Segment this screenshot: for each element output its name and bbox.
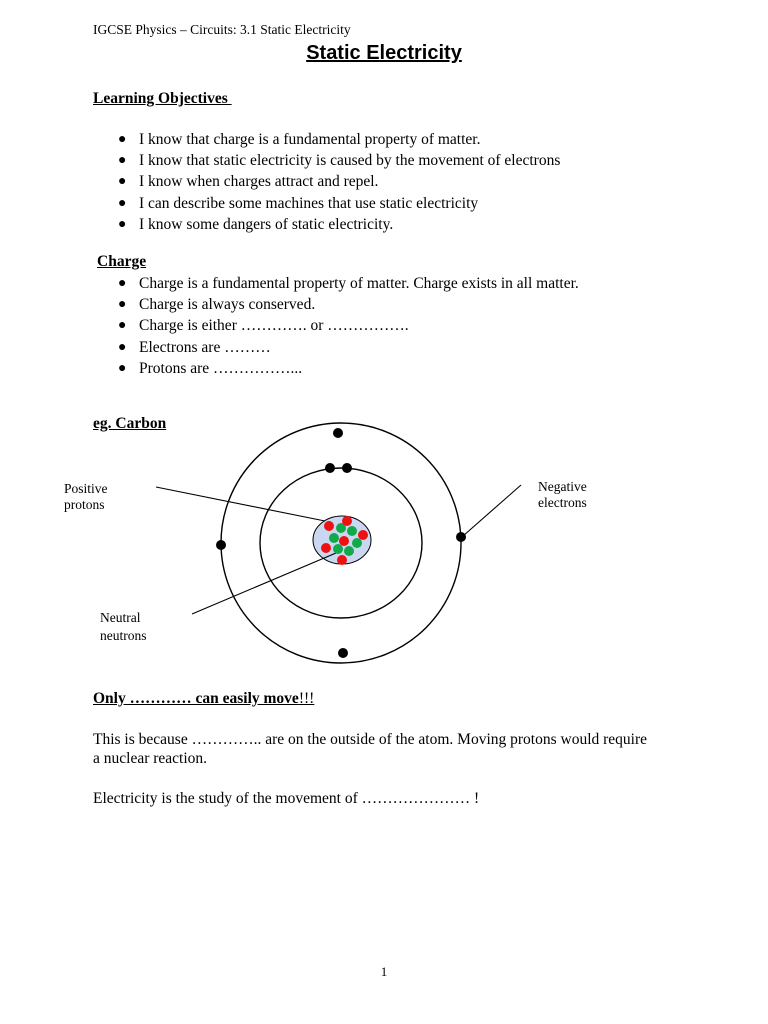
page-title: Static Electricity <box>306 42 462 64</box>
proton <box>358 530 368 540</box>
neutrons-label: Neutral neutrons <box>100 610 147 643</box>
list-item: ● I know that charge is a fundamental property of matter. <box>115 129 560 150</box>
electron <box>342 463 352 473</box>
list-item: ● I know that static electricity is caused by the movement of electrons <box>115 150 560 171</box>
proton <box>342 516 352 526</box>
neutron <box>347 526 357 536</box>
list-item: ● Electrons are ……… <box>115 337 579 358</box>
bullet-icon: ● <box>118 276 127 291</box>
electrons-pointer <box>463 485 521 536</box>
electron <box>325 463 335 473</box>
neutron <box>333 544 343 554</box>
proton <box>337 555 347 565</box>
movement-paragraph: This is because ………….. are on the outside of the atom. Moving protons would require a nuclear reaction. <box>93 731 648 767</box>
bullet-icon: ● <box>118 339 127 355</box>
bullet-icon: ● <box>118 318 127 334</box>
electron <box>333 428 343 438</box>
list-item: ● Charge is either …………. or ……………. <box>115 315 579 336</box>
electron <box>216 540 226 550</box>
neutron <box>352 538 362 548</box>
protons-label: Positive protons <box>64 481 108 512</box>
bullet-icon: ● <box>118 216 127 232</box>
list-item: ● Protons are ……………... <box>115 358 579 379</box>
list-item: ● Charge is a fundamental property of matter. Charge exists in all matter. <box>115 273 579 294</box>
bullet-icon: ● <box>118 174 127 190</box>
movement-heading: Only ………… can easily move!!! <box>93 690 315 707</box>
list-item: ● I can describe some machines that use static electricity <box>115 193 560 214</box>
list-item: ● I know some dangers of static electricity. <box>115 214 560 235</box>
page-number: 1 <box>380 964 388 979</box>
proton <box>324 521 334 531</box>
neutron <box>344 546 354 556</box>
electron <box>338 648 348 658</box>
running-header: IGCSE Physics – Circuits: 3.1 Static Electricity <box>93 22 351 37</box>
bullet-icon: ● <box>118 132 127 147</box>
charge-heading: Charge <box>97 253 147 270</box>
list-item: ● Charge is always conserved. <box>115 294 579 315</box>
bullet-icon: ● <box>118 297 127 313</box>
bullet-icon: ● <box>118 360 127 376</box>
closing-sentence: Electricity is the study of the movement of ………………… ! <box>93 790 480 807</box>
carbon-heading: eg. Carbon <box>93 415 167 432</box>
electrons-label: Negative electrons <box>538 479 587 510</box>
proton <box>321 543 331 553</box>
objectives-heading: Learning Objectives <box>93 90 232 107</box>
list-item: ● I know when charges attract and repel. <box>115 171 560 192</box>
bullet-icon: ● <box>118 195 127 211</box>
neutrons-pointer <box>192 553 336 614</box>
electron <box>456 532 466 542</box>
proton <box>339 536 349 546</box>
bullet-icon: ● <box>118 153 127 169</box>
neutron <box>329 533 339 543</box>
protons-pointer <box>156 487 325 521</box>
